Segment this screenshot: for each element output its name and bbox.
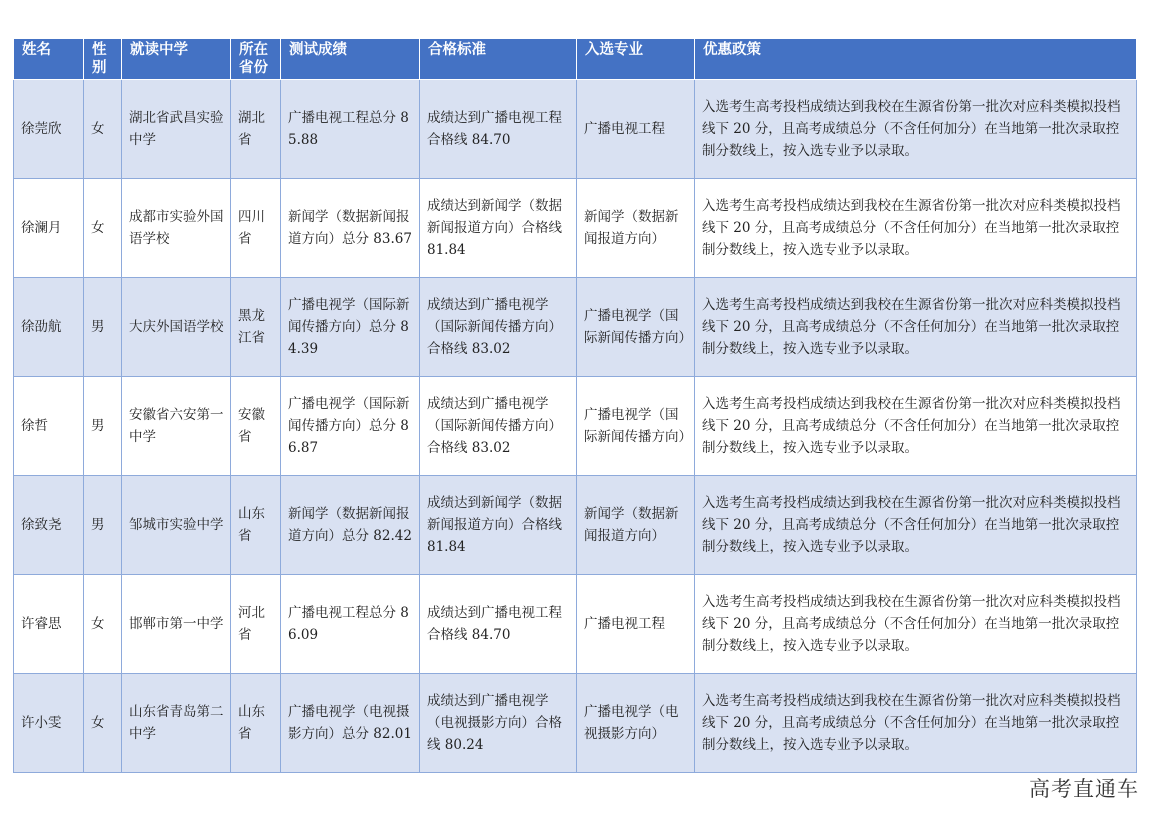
cell-province: 河北省	[231, 575, 281, 674]
cell-school: 邯郸市第一中学	[122, 575, 231, 674]
cell-province: 山东省	[231, 674, 281, 773]
cell-score: 广播电视学（国际新闻传播方向）总分 86.87	[281, 377, 420, 476]
cell-major: 广播电视工程	[577, 80, 695, 179]
cell-score: 广播电视工程总分 85.88	[281, 80, 420, 179]
header-school: 就读中学	[122, 39, 231, 80]
cell-gender: 男	[84, 476, 122, 575]
cell-major: 新闻学（数据新闻报道方向）	[577, 179, 695, 278]
cell-name: 许睿思	[14, 575, 84, 674]
table-row	[14, 278, 1137, 377]
cell-major: 广播电视学（国际新闻传播方向）	[577, 278, 695, 377]
cell-school: 成都市实验外国语学校	[122, 179, 231, 278]
cell-name: 徐莞欣	[14, 80, 84, 179]
watermark-text: 高考直通车	[1029, 777, 1139, 801]
cell-score: 广播电视学（电视摄影方向）总分 82.01	[281, 674, 420, 773]
cell-policy: 入选考生高考投档成绩达到我校在生源省份第一批次对应科类模拟投档线下 20 分，且高考成绩总分（不含任何加分）在当地第一批次录取控制分数线上，按入选专业予以录取。	[695, 674, 1137, 773]
cell-policy: 入选考生高考投档成绩达到我校在生源省份第一批次对应科类模拟投档线下 20 分，且高考成绩总分（不含任何加分）在当地第一批次录取控制分数线上，按入选专业予以录取。	[695, 377, 1137, 476]
cell-province: 山东省	[231, 476, 281, 575]
cell-policy: 入选考生高考投档成绩达到我校在生源省份第一批次对应科类模拟投档线下 20 分，且高考成绩总分（不含任何加分）在当地第一批次录取控制分数线上，按入选专业予以录取。	[695, 80, 1137, 179]
header-gender: 性别	[84, 39, 122, 80]
header-score: 测试成绩	[281, 39, 420, 80]
cell-province: 四川省	[231, 179, 281, 278]
cell-school: 山东省青岛第二中学	[122, 674, 231, 773]
cell-province: 黑龙江省	[231, 278, 281, 377]
cell-standard: 成绩达到新闻学（数据新闻报道方向）合格线 81.84	[420, 476, 577, 575]
admission-table	[13, 38, 1137, 773]
cell-school: 湖北省武昌实验中学	[122, 80, 231, 179]
cell-name: 徐澜月	[14, 179, 84, 278]
cell-score: 广播电视学（国际新闻传播方向）总分 84.39	[281, 278, 420, 377]
cell-gender: 女	[84, 575, 122, 674]
cell-name: 许小雯	[14, 674, 84, 773]
table-header-row	[14, 39, 1137, 80]
cell-score: 新闻学（数据新闻报道方向）总分 83.67	[281, 179, 420, 278]
cell-name: 徐劭航	[14, 278, 84, 377]
header-major: 入选专业	[577, 39, 695, 80]
cell-major: 广播电视学（国际新闻传播方向）	[577, 377, 695, 476]
cell-policy: 入选考生高考投档成绩达到我校在生源省份第一批次对应科类模拟投档线下 20 分，且高考成绩总分（不含任何加分）在当地第一批次录取控制分数线上，按入选专业予以录取。	[695, 575, 1137, 674]
cell-major: 广播电视工程	[577, 575, 695, 674]
cell-gender: 男	[84, 278, 122, 377]
cell-standard: 成绩达到广播电视工程合格线 84.70	[420, 80, 577, 179]
header-name: 姓名	[14, 39, 84, 80]
cell-name: 徐致尧	[14, 476, 84, 575]
cell-province: 湖北省	[231, 80, 281, 179]
cell-gender: 女	[84, 674, 122, 773]
cell-gender: 女	[84, 179, 122, 278]
cell-standard: 成绩达到广播电视学（电视摄影方向）合格线 80.24	[420, 674, 577, 773]
header-policy: 优惠政策	[695, 39, 1137, 80]
cell-policy: 入选考生高考投档成绩达到我校在生源省份第一批次对应科类模拟投档线下 20 分，且高考成绩总分（不含任何加分）在当地第一批次录取控制分数线上，按入选专业予以录取。	[695, 278, 1137, 377]
cell-standard: 成绩达到广播电视工程合格线 84.70	[420, 575, 577, 674]
cell-major: 广播电视学（电视摄影方向）	[577, 674, 695, 773]
cell-school: 大庆外国语学校	[122, 278, 231, 377]
table-row	[14, 80, 1137, 179]
cell-standard: 成绩达到新闻学（数据新闻报道方向）合格线 81.84	[420, 179, 577, 278]
table-row	[14, 179, 1137, 278]
cell-school: 安徽省六安第一中学	[122, 377, 231, 476]
cell-major: 新闻学（数据新闻报道方向）	[577, 476, 695, 575]
table-row	[14, 575, 1137, 674]
cell-province: 安徽省	[231, 377, 281, 476]
cell-score: 新闻学（数据新闻报道方向）总分 82.42	[281, 476, 420, 575]
header-standard: 合格标准	[420, 39, 577, 80]
cell-policy: 入选考生高考投档成绩达到我校在生源省份第一批次对应科类模拟投档线下 20 分，且高考成绩总分（不含任何加分）在当地第一批次录取控制分数线上，按入选专业予以录取。	[695, 476, 1137, 575]
cell-gender: 女	[84, 80, 122, 179]
cell-name: 徐哲	[14, 377, 84, 476]
header-province: 所在省份	[231, 39, 281, 80]
table-row	[14, 377, 1137, 476]
cell-standard: 成绩达到广播电视学（国际新闻传播方向）合格线 83.02	[420, 377, 577, 476]
cell-standard: 成绩达到广播电视学（国际新闻传播方向）合格线 83.02	[420, 278, 577, 377]
cell-policy: 入选考生高考投档成绩达到我校在生源省份第一批次对应科类模拟投档线下 20 分，且高考成绩总分（不含任何加分）在当地第一批次录取控制分数线上，按入选专业予以录取。	[695, 179, 1137, 278]
cell-gender: 男	[84, 377, 122, 476]
table-row	[14, 674, 1137, 773]
cell-score: 广播电视工程总分 86.09	[281, 575, 420, 674]
cell-school: 邹城市实验中学	[122, 476, 231, 575]
table-row	[14, 476, 1137, 575]
